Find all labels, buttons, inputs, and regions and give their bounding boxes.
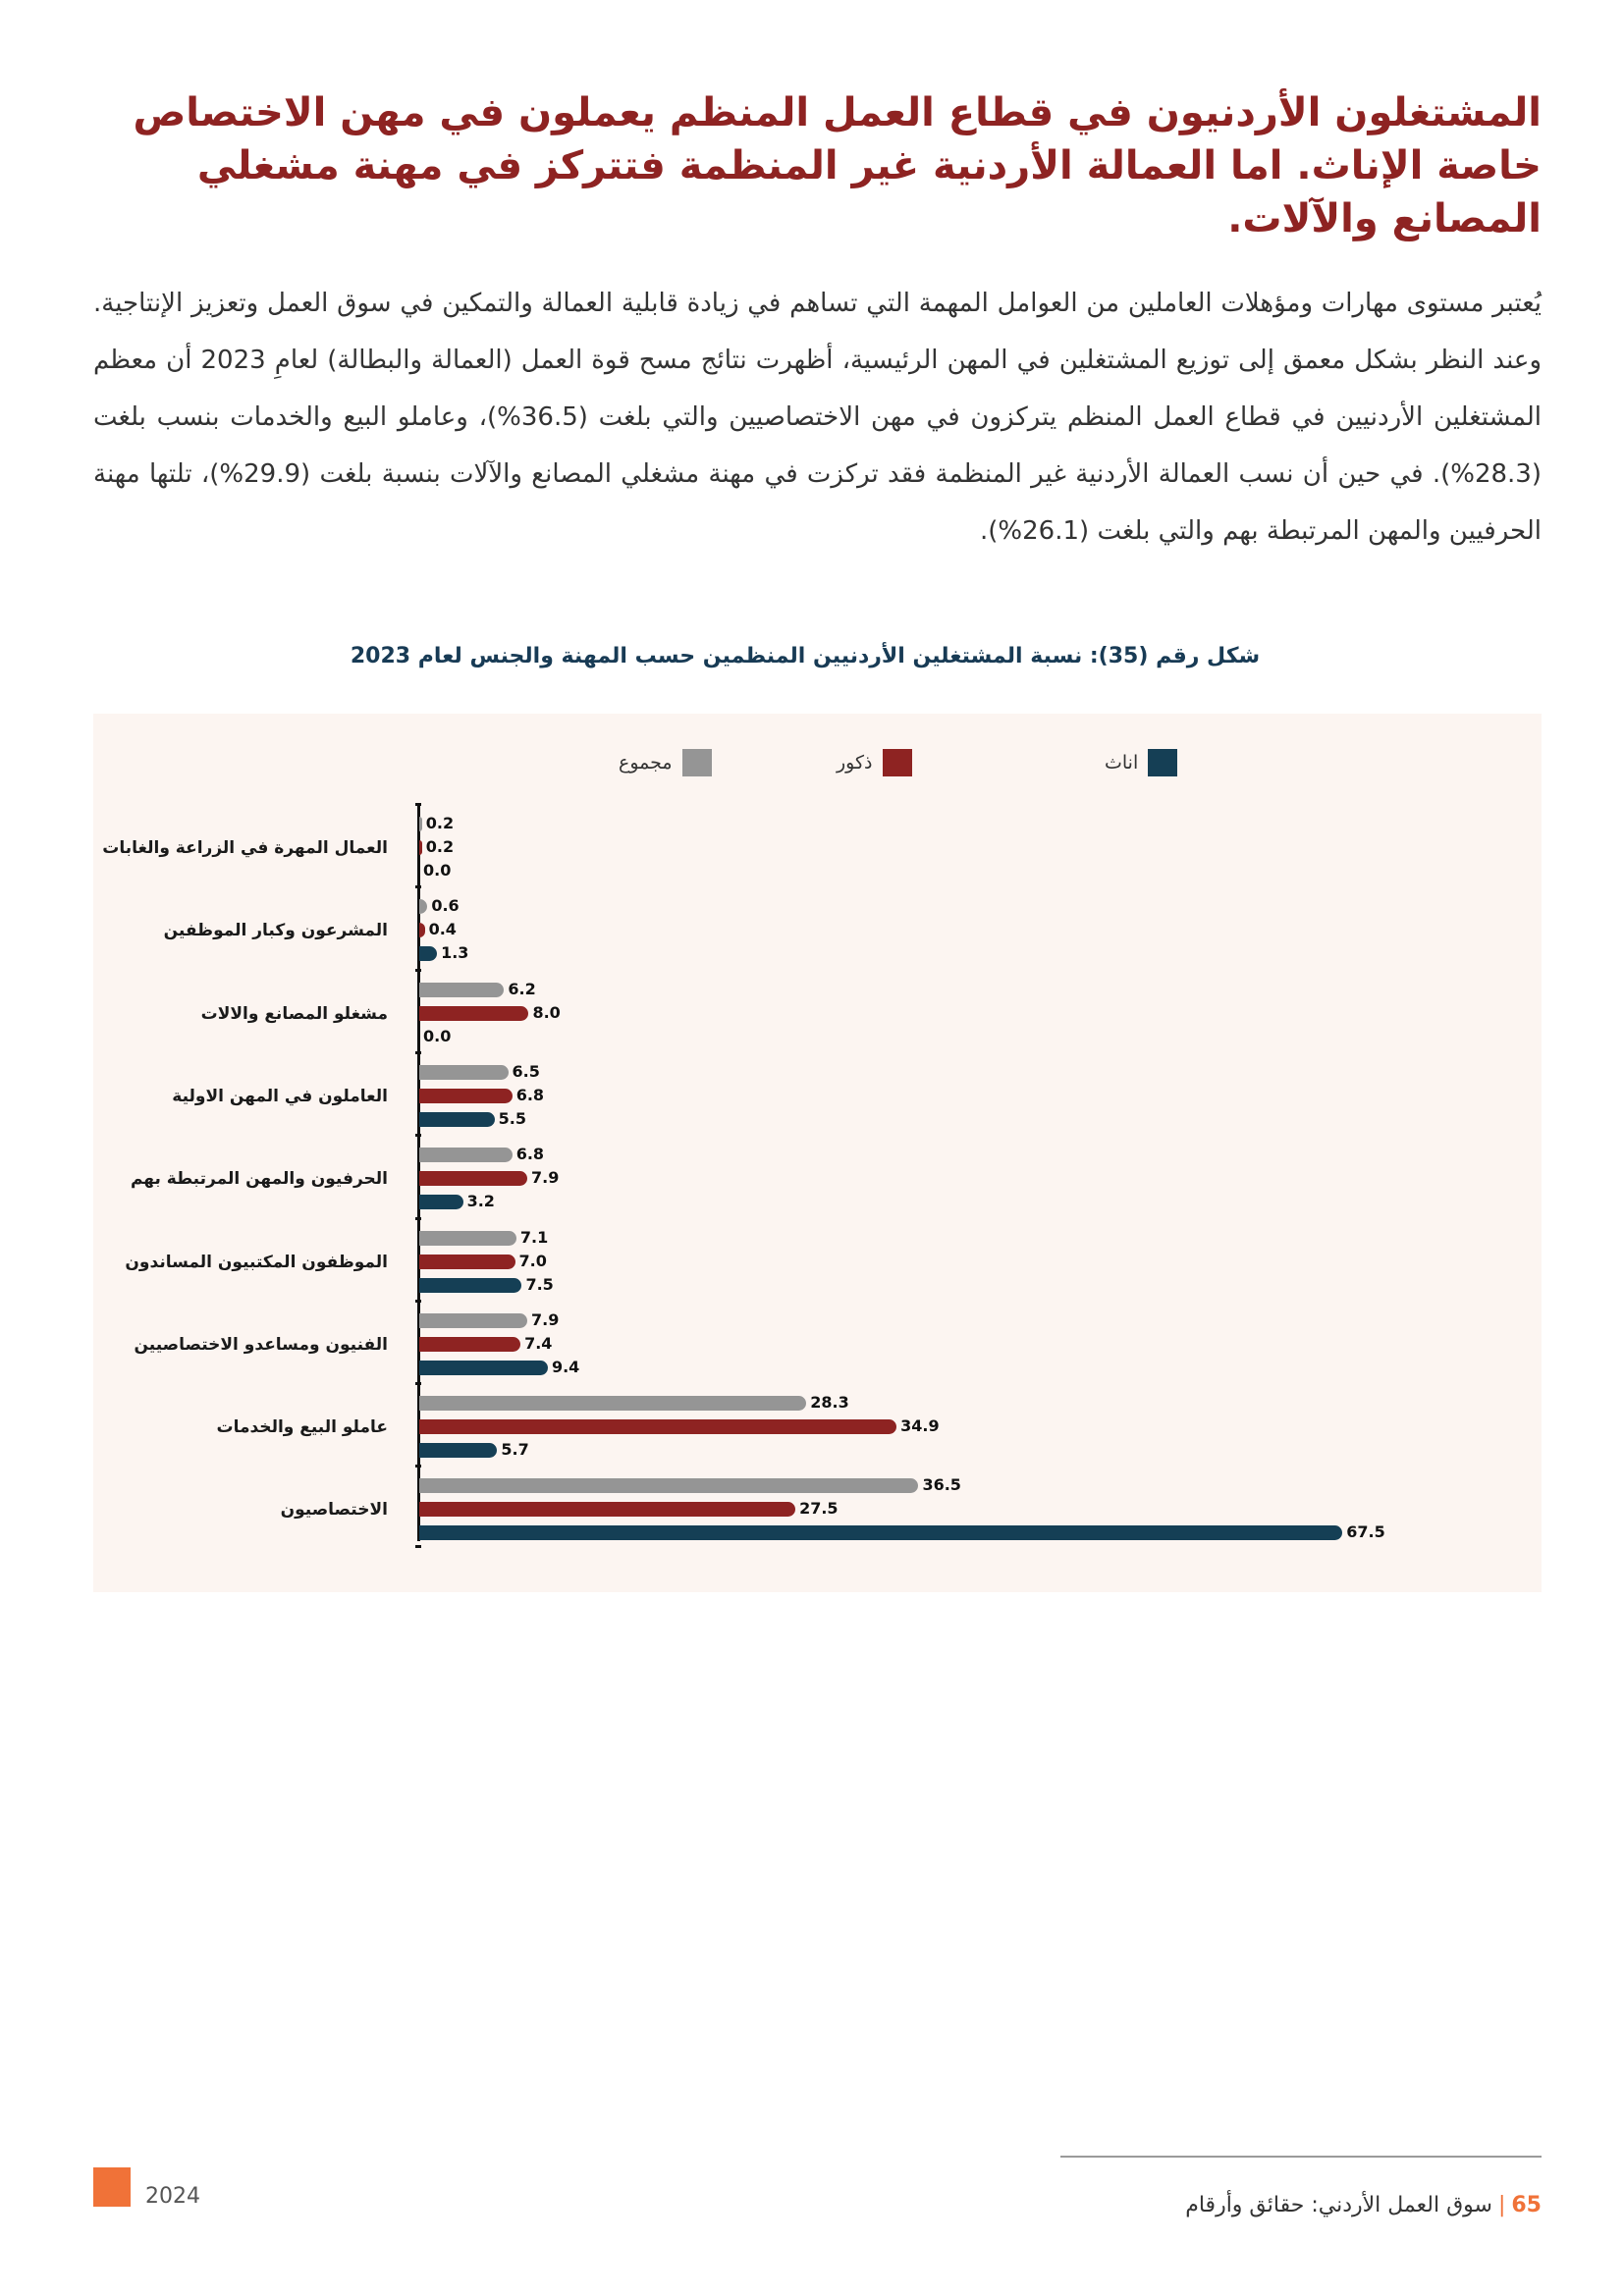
footer-publication bbox=[1185, 2193, 1542, 2217]
category-label: الاختصاصيون bbox=[280, 1500, 388, 1521]
chart-panel bbox=[93, 714, 1542, 1592]
legend-label-female: اناث bbox=[1105, 752, 1139, 774]
bar-value-label: 5.7 bbox=[501, 1440, 529, 1460]
bar-value-label: 3.2 bbox=[466, 1192, 495, 1211]
bar-value-label: 6.5 bbox=[512, 1061, 540, 1081]
category-label: الموظفون المكتبيون المساندون bbox=[125, 1252, 388, 1272]
bar-male bbox=[419, 1006, 528, 1021]
bar-total bbox=[419, 1148, 513, 1162]
bar-total bbox=[419, 1065, 509, 1080]
bar-total bbox=[419, 1231, 516, 1246]
bar-value-label: 7.9 bbox=[531, 1309, 560, 1329]
bar-total bbox=[419, 1478, 918, 1493]
bar-male bbox=[419, 1337, 520, 1352]
bar-value-label: 0.2 bbox=[425, 814, 455, 832]
bar-value-label: 0.2 bbox=[425, 837, 455, 856]
category-label: الحرفيون والمهن المرتبطة بهم bbox=[130, 1169, 388, 1190]
bar-value-label: 7.1 bbox=[519, 1227, 549, 1247]
bar-value-label: 7.5 bbox=[525, 1274, 554, 1294]
footer-divider bbox=[1060, 2156, 1542, 2158]
bar-male bbox=[419, 923, 425, 937]
legend-swatch-total-icon bbox=[682, 749, 712, 776]
axis-tick bbox=[415, 1051, 421, 1054]
bar-value-label: 27.5 bbox=[799, 1499, 839, 1519]
bar-value-label: 67.5 bbox=[1346, 1522, 1385, 1542]
legend-label-total: مجموع bbox=[619, 752, 673, 774]
bar-value-label: 8.0 bbox=[532, 1002, 561, 1022]
category-label: الفنيون ومساعدو الاختصاصيين bbox=[134, 1334, 388, 1355]
bar-value-label: 6.8 bbox=[515, 1145, 545, 1164]
footer-year: 2024 bbox=[145, 2184, 200, 2209]
category-label: العاملون في المهن الاولية bbox=[172, 1086, 388, 1106]
axis-tick bbox=[415, 1465, 421, 1468]
bar-value-label: 6.8 bbox=[515, 1085, 545, 1104]
footer-separator: | bbox=[1497, 2193, 1506, 2217]
page-headline: المشتغلون الأردنيون في قطاع العمل المنظم يعملون في مهن الاختصاص خاصة الإناث. اما العمالة الأردنية غير المنظمة فتتركز في مهنة مشغلي المصانع والآلات. bbox=[133, 90, 1542, 241]
bar-value-label: 6.2 bbox=[508, 979, 536, 998]
bar-total bbox=[419, 1313, 527, 1328]
bar-value-label: 5.5 bbox=[498, 1108, 526, 1128]
legend-item-total bbox=[619, 749, 712, 776]
bar-female bbox=[419, 1361, 548, 1375]
publication-title: سوق العمل الأردني: حقائق وأرقام bbox=[1185, 2193, 1492, 2217]
bar-female bbox=[419, 946, 437, 961]
bar-male bbox=[419, 1089, 513, 1103]
axis-tick bbox=[415, 803, 421, 806]
bar-value-label: 7.4 bbox=[524, 1333, 553, 1353]
bar-total bbox=[419, 983, 504, 997]
bar-value-label: 0.4 bbox=[428, 920, 457, 939]
legend-item-male bbox=[837, 749, 912, 776]
axis-tick bbox=[415, 1134, 421, 1137]
bar-male bbox=[419, 1502, 795, 1517]
bar-male bbox=[419, 1171, 527, 1186]
axis-tick bbox=[415, 969, 421, 972]
bar-female bbox=[419, 1278, 521, 1293]
bar-female bbox=[419, 1443, 497, 1458]
category-label: مشغلو المصانع والالات bbox=[200, 1003, 388, 1024]
bar-male bbox=[419, 1255, 515, 1269]
axis-tick bbox=[415, 1545, 421, 1548]
category-label: عاملو البيع والخدمات bbox=[216, 1417, 388, 1438]
bar-value-label: 0.0 bbox=[423, 1026, 452, 1045]
bar-female bbox=[419, 1525, 1342, 1540]
legend-item-female bbox=[1105, 749, 1177, 776]
page-number: 65 bbox=[1511, 2193, 1542, 2217]
bar-value-label: 0.0 bbox=[423, 861, 452, 880]
bar-male bbox=[419, 840, 422, 855]
legend-swatch-male-icon bbox=[883, 749, 912, 776]
bar-value-label: 28.3 bbox=[810, 1393, 849, 1413]
axis-tick bbox=[415, 1382, 421, 1385]
bar-value-label: 34.9 bbox=[900, 1416, 940, 1436]
bar-female bbox=[419, 1112, 495, 1127]
legend-swatch-female-icon bbox=[1148, 749, 1177, 776]
category-label: المشرعون وكبار الموظفين bbox=[163, 921, 388, 941]
legend-label-male: ذكور bbox=[837, 752, 873, 774]
footer-accent-square bbox=[93, 2167, 131, 2207]
bar-total bbox=[419, 817, 422, 831]
axis-tick bbox=[415, 1300, 421, 1303]
bar-value-label: 0.6 bbox=[431, 896, 460, 916]
bar-value-label: 9.4 bbox=[551, 1357, 580, 1376]
body-paragraph: يُعتبر مستوى مهارات ومؤهلات العاملين من العوامل المهمة التي تساهم في زيادة قابلية العمالة والتمكين في سوق العمل وتعزيز الإنتاجية. وعند النظر بشكل معمق إلى توزيع المشتغلين في المهن الرئيسية، أظهرت نتائج مسح قوة العمل (العمالة والبطالة) لعامِ 2023 أن معظم المشتغلين الأردنيين في قطاع العمل المنظم يتركزون في مهن الاختصاصيين والتي بلغت (36.5%)، وعاملو البيع والخدمات بنسب بلغت (28.3%). في حين أن نسب العمالة الأردنية غير المنظمة فقد تركزت في مهنة مشغلي المصانع والآلات بنسبة بلغت (29.9%)، تلتها مهنة الحرفيين والمهن المرتبطة بهم والتي بلغت (26.1%). bbox=[93, 289, 1542, 546]
bar-value-label: 7.9 bbox=[531, 1168, 560, 1188]
bar-value-label: 7.0 bbox=[518, 1251, 547, 1270]
bar-value-label: 1.3 bbox=[441, 943, 469, 963]
axis-tick bbox=[415, 1217, 421, 1220]
bar-male bbox=[419, 1419, 896, 1434]
bar-female bbox=[419, 1195, 463, 1209]
bar-value-label: 36.5 bbox=[922, 1475, 961, 1495]
bar-total bbox=[419, 899, 427, 914]
figure-title: شكل رقم (35): نسبة المشتغلين الأردنيين المنظمين حسب المهنة والجنس لعام 2023 bbox=[350, 644, 1261, 668]
chart-legend bbox=[93, 749, 1542, 778]
bar-total bbox=[419, 1396, 806, 1411]
category-label: العمال المهرة في الزراعة والغابات bbox=[102, 838, 388, 858]
axis-tick bbox=[415, 885, 421, 888]
